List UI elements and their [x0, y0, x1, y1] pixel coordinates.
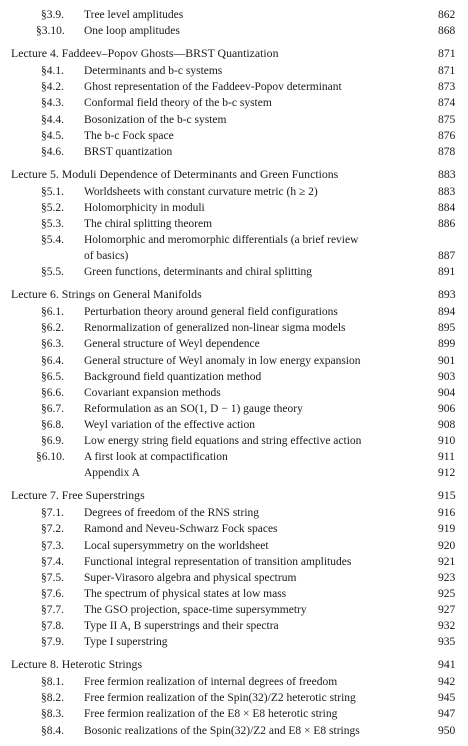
section-text: Functional integral representation of transition amplitudes: [84, 555, 352, 568]
page-number: 894: [438, 306, 456, 319]
toc-entry: [0, 185, 468, 200]
section-number: §5.4.: [41, 234, 64, 247]
section-text: Conformal field theory of the b-c system: [84, 97, 272, 110]
section-text: Bosonic realizations of the Spin(32)/Z2 and E8 × E8 strings: [84, 724, 360, 737]
section-number: §5.3.: [41, 218, 64, 230]
section-text: General structure of Weyl anomaly in low energy expansion: [84, 354, 361, 367]
section-text: Local supersymmetry on the worldsheet: [84, 539, 269, 552]
page-number: 878: [438, 145, 456, 158]
section-text: BRST quantization: [84, 145, 173, 158]
toc-entry: [0, 80, 468, 95]
toc-entry: [0, 370, 468, 385]
section-number: §6.8.: [41, 418, 64, 431]
toc-entry: [0, 265, 468, 280]
lecture-heading: [0, 287, 468, 302]
page-number: 947: [438, 708, 456, 721]
lecture-title: Lecture 7. Free Superstrings: [11, 488, 145, 503]
page-number: 883: [438, 185, 456, 198]
lecture-title: Lecture 5. Moduli Dependence of Determinants and Green Functions: [11, 166, 339, 181]
section-number: §8.1.: [41, 676, 64, 689]
toc-entry: [0, 233, 468, 263]
toc-entry: [0, 466, 468, 481]
section-number: §6.9.: [41, 435, 64, 447]
section-number: §7.8.: [41, 620, 64, 632]
section-text: A first look at compactification: [84, 451, 228, 464]
page-number: 908: [438, 418, 456, 431]
section-number: §3.9.: [41, 9, 64, 21]
page-number: 899: [438, 338, 456, 351]
section-text: Perturbation theory around general field configurations: [84, 306, 338, 319]
section-number: §5.5.: [41, 266, 64, 279]
section-text: Holomorphic and meromorphic differentials (a brief review: [84, 234, 359, 247]
toc-entry: [0, 64, 468, 79]
section-text: Covariant expansion methods: [84, 386, 221, 399]
page-number: 893: [438, 287, 456, 302]
section-text: Worldsheets with constant curvature metric (h ≥ 2): [84, 185, 318, 198]
section-text: Bosonization of the b-c system: [84, 113, 227, 126]
section-text: Tree level amplitudes: [84, 9, 184, 21]
toc-entry: [0, 305, 468, 320]
section-text: Ramond and Neveu-Schwarz Fock spaces: [84, 523, 278, 536]
section-number: §7.5.: [41, 571, 64, 584]
page-number: 915: [438, 488, 456, 503]
page-number: 862: [438, 9, 456, 21]
toc-entry: [0, 707, 468, 722]
appendix-title: Appendix A: [84, 467, 140, 480]
section-number: §6.10.: [36, 451, 65, 464]
toc-entry: [0, 96, 468, 111]
section-text: The b-c Fock space: [84, 129, 174, 142]
toc-entry: [0, 587, 468, 602]
toc-entry: [0, 145, 468, 160]
section-number: §4.6.: [41, 145, 64, 158]
section-text: Free fermion realization of the E8 × E8 heterotic string: [84, 708, 338, 721]
section-text: The spectrum of physical states at low mass: [84, 587, 287, 600]
section-number: §6.4.: [41, 354, 64, 367]
lecture-heading: [0, 167, 468, 182]
toc-entry: [0, 691, 468, 706]
toc-entry: [0, 434, 468, 449]
toc-entry: [0, 217, 468, 232]
toc-entry: [0, 129, 468, 144]
toc-entry: [0, 201, 468, 216]
toc-entry: [0, 555, 468, 570]
lecture-title: Lecture 6. Strings on General Manifolds: [11, 287, 202, 302]
page-number: 871: [438, 46, 456, 61]
section-number: §6.2.: [41, 322, 64, 335]
page-number: 904: [438, 386, 456, 399]
section-text: Free fermion realization of internal degrees of freedom: [84, 676, 338, 689]
section-text: Type I superstring: [84, 636, 168, 649]
page-number: 941: [438, 657, 456, 672]
section-text: General structure of Weyl dependence: [84, 338, 260, 351]
page-number: 876: [438, 129, 456, 142]
page-number: 874: [438, 97, 456, 110]
toc-entry: [0, 506, 468, 521]
section-text: Super-Virasoro algebra and physical spectrum: [84, 571, 297, 584]
toc-entry: [0, 386, 468, 401]
section-number: §6.3.: [41, 338, 64, 351]
page-number: 912: [438, 467, 456, 480]
section-number: §5.1.: [41, 185, 64, 198]
page-number: 911: [438, 451, 455, 464]
toc-entry: [0, 24, 468, 39]
toc-entry: [0, 675, 468, 690]
toc-entry: [0, 418, 468, 433]
section-text: Holomorphicity in moduli: [84, 201, 205, 214]
toc-entry: [0, 635, 468, 650]
page-number: 950: [438, 724, 456, 737]
toc-entry: [0, 619, 468, 634]
section-number: §6.5.: [41, 370, 64, 383]
lecture-heading: [0, 657, 468, 672]
lecture-title: Lecture 8. Heterotic Strings: [11, 657, 143, 672]
page-number: 903: [438, 370, 456, 383]
toc-entry: [0, 354, 468, 369]
section-number: §4.2.: [41, 81, 64, 94]
section-number: §7.4.: [41, 555, 64, 568]
page-number: 910: [438, 435, 456, 447]
section-text: One loop amplitudes: [84, 25, 180, 38]
section-number: §5.2.: [41, 201, 64, 214]
page-number: 895: [438, 322, 456, 335]
toc-entry: [0, 450, 468, 465]
page-number: 942: [438, 676, 456, 689]
page-number: 883: [438, 166, 456, 181]
toc-entry: [0, 724, 468, 739]
section-text: The chiral splitting theorem: [84, 218, 213, 230]
section-text: Low energy string field equations and string effective action: [84, 435, 362, 447]
toc-entry: [0, 402, 468, 417]
section-text: Background field quantization method: [84, 370, 262, 383]
lecture-heading: [0, 488, 468, 503]
toc-entry: [0, 113, 468, 128]
section-text: Ghost representation of the Faddeev-Popov determinant: [84, 81, 342, 94]
page-number: 886: [438, 218, 456, 230]
page-number: 921: [438, 555, 456, 568]
section-text-continued: of basics): [84, 250, 129, 263]
page-number: 871: [438, 65, 456, 78]
toc-entry: [0, 522, 468, 537]
section-number: §4.4.: [41, 113, 64, 126]
page-number: 875: [438, 113, 456, 126]
section-number: §3.10.: [36, 25, 65, 38]
page-number: 919: [438, 523, 456, 536]
page-number: 923: [438, 571, 456, 584]
section-number: §7.3.: [41, 539, 64, 552]
page-number: 887: [438, 250, 456, 263]
section-number: §6.7.: [41, 402, 64, 415]
section-text: Renormalization of generalized non-linear sigma models: [84, 322, 346, 335]
page-number: 932: [438, 620, 456, 632]
section-text: Green functions, determinants and chiral splitting: [84, 266, 313, 279]
page-number: 920: [438, 539, 456, 552]
section-number: §6.1.: [41, 306, 64, 319]
section-number: §6.6.: [41, 386, 64, 399]
page-number: 925: [438, 587, 456, 600]
toc-entry: [0, 8, 468, 23]
section-text: The GSO projection, space-time supersymmetry: [84, 603, 307, 616]
lecture-title: Lecture 4. Faddeev–Popov Ghosts—BRST Quantization: [11, 46, 279, 61]
section-number: §8.3.: [41, 708, 64, 721]
page-number: 901: [438, 354, 456, 367]
section-number: §4.5.: [41, 129, 64, 142]
section-text: Determinants and b-c systems: [84, 65, 223, 78]
toc-entry: [0, 571, 468, 586]
section-number: §7.9.: [41, 636, 64, 649]
section-number: §8.2.: [41, 692, 64, 705]
toc-entry: [0, 337, 468, 352]
toc-entry: [0, 321, 468, 336]
section-text: Type II A, B superstrings and their spectra: [84, 620, 279, 632]
section-text: Degrees of freedom of the RNS string: [84, 507, 260, 520]
page-number: 927: [438, 603, 456, 616]
section-number: §7.2.: [41, 523, 64, 536]
toc-entry: [0, 603, 468, 618]
page-number: 906: [438, 402, 456, 415]
section-text: Weyl variation of the effective action: [84, 418, 255, 431]
section-number: §8.4.: [41, 724, 64, 737]
section-number: §4.3.: [41, 97, 64, 110]
page-number: 873: [438, 81, 456, 94]
section-text: Reformulation as an SO(1, D − 1) gauge theory: [84, 402, 303, 415]
page-number: 884: [438, 201, 456, 214]
page-number: 935: [438, 636, 456, 649]
section-number: §7.7.: [41, 603, 64, 616]
section-number: §4.1.: [41, 65, 64, 78]
page-number: 916: [438, 507, 456, 520]
section-number: §7.6.: [41, 587, 64, 600]
toc-entry: [0, 539, 468, 554]
section-number: §7.1.: [41, 507, 64, 520]
lecture-heading: [0, 46, 468, 61]
page-number: 868: [438, 25, 456, 38]
section-text: Free fermion realization of the Spin(32)/Z2 heterotic string: [84, 692, 356, 705]
page-number: 945: [438, 692, 456, 705]
page-number: 891: [438, 266, 456, 279]
